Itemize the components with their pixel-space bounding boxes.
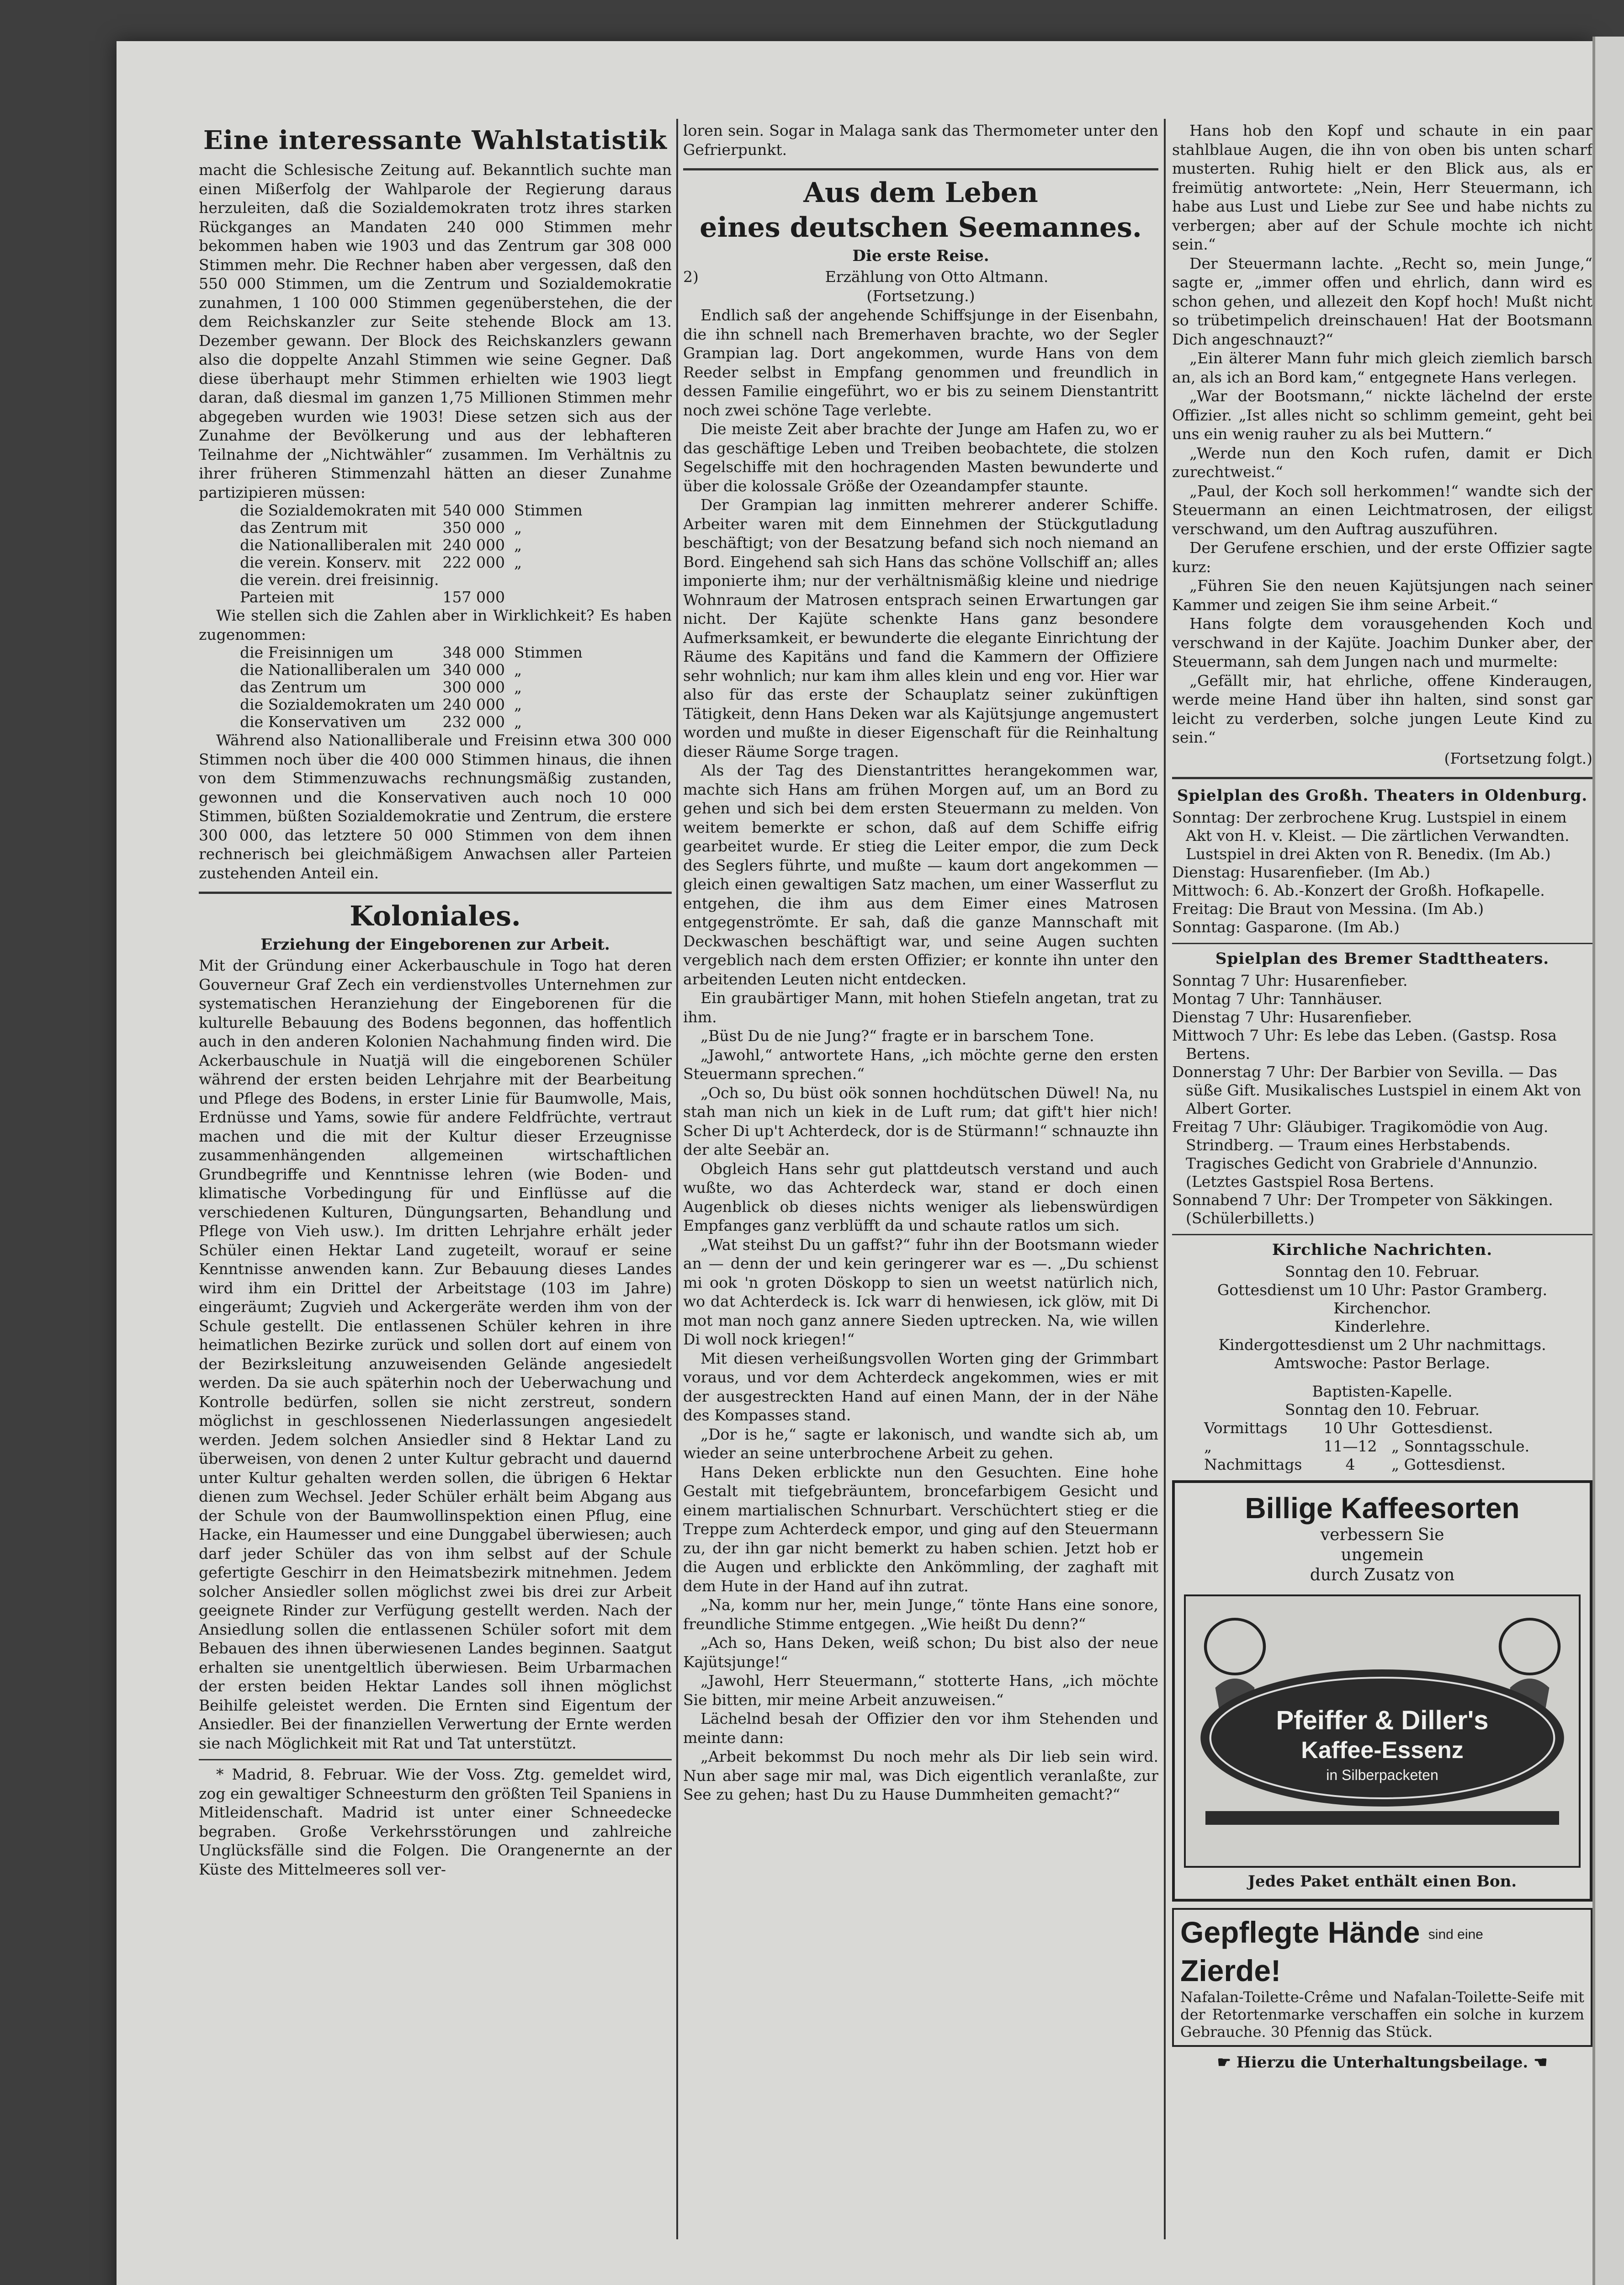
pointing-hand-icon: ☛ bbox=[1217, 2053, 1237, 2072]
ad-title: Billige Kaffeesorten bbox=[1245, 1492, 1520, 1525]
stats-value: 157 000 bbox=[442, 588, 505, 606]
stats-label: das Zentrum mit bbox=[240, 519, 368, 537]
story-paragraph: „Büst Du de nie Jung?“ fragte er in barschem Tone. bbox=[701, 1027, 1094, 1045]
page-edge bbox=[1592, 37, 1624, 2285]
church-news bbox=[1172, 1263, 1592, 1372]
church-line: Kindergottesdienst um 2 Uhr nachmittags. bbox=[1218, 1336, 1546, 1354]
stats-unit bbox=[505, 571, 514, 589]
stats-row bbox=[199, 519, 672, 537]
story-paragraph: Hans hob den Kopf und schaute in ein paar stahlblaue Augen, die ihn von oben bis unten scharf musterten. Ruhig hielt er den Blick aus, als er freimütig antwortete: „Nein, Herr Steuermann, ich habe aus Lust und Liebe zur See und habe nichts zu verbergen; aber auf der Schule mochte ich nicht sein.“ bbox=[1172, 122, 1592, 253]
article-paragraph: Wie stellen sich die Zahlen aber in Wirklichkeit? Es haben zugenommen: bbox=[199, 606, 672, 643]
play-listing: Sonnabend 7 Uhr: Der Trompeter von Säkkingen. (Schülerbilletts.) bbox=[1172, 1191, 1553, 1227]
story-paragraph: „Och so, Du büst oök sonnen hochdütschen Düwel! Na, nu stah man nich un kiek in de Luft rum; dat gift't hier nich! Scher Di up't Achterdeck, dor is de Stürmann!“ schnauzte ihn der alte Seebär an. bbox=[683, 1084, 1158, 1158]
stats-row bbox=[199, 502, 672, 519]
baptist-date: Sonntag den 10. Februar. bbox=[1285, 1401, 1480, 1419]
story-paragraph: „Dor is he,“ sagte er lakonisch, und wandte sich ab, um wieder an seine unterbrochene Arbeit zu gehen. bbox=[683, 1425, 1158, 1462]
ad-body: Nafalan-Toilette-Crême und Nafalan-Toilette-Seife mit der Retortenmarke verschaffen ein solche in kurzem Gebrauche. 30 Pfennig das Stück. bbox=[1180, 1988, 1584, 2041]
stats-value bbox=[441, 571, 505, 589]
story-to-be-continued: (Fortsetzung folgt.) bbox=[1444, 749, 1592, 767]
stats-unit: „ bbox=[514, 713, 522, 731]
church-line: Kinderlehre. bbox=[1334, 1318, 1431, 1335]
story-chapter: Die erste Reise. bbox=[852, 247, 989, 265]
church-news-title: Kirchliche Nachrichten. bbox=[1272, 1241, 1493, 1259]
story-paragraph: „War der Bootsmann,“ nickte lächelnd der erste Offizier. „Ist alles nicht so schlimm gemeint, geht bei uns ein wenig rauher zu als bei Muttern.“ bbox=[1172, 387, 1592, 443]
ad-line: ungemein bbox=[1341, 1546, 1424, 1564]
story-paragraph: „Arbeit bekommst Du noch mehr als Dir lieb sein wird. Nun aber sage mir mal, was Dich eigentlich veranlaßte, zur See zu gehen; hast Du zu Hause Dummheiten gemacht?“ bbox=[683, 1748, 1158, 1803]
church-line: Sonntag den 10. Februar. bbox=[1285, 1263, 1480, 1281]
stats-label: die Konservativen um bbox=[240, 713, 406, 731]
stats-label: die Nationalliberalen um bbox=[240, 661, 430, 679]
section-title-koloniales: Koloniales. bbox=[350, 900, 521, 932]
church-line: Gottesdienst um 10 Uhr: Pastor Gramberg. bbox=[1217, 1281, 1548, 1299]
ad-title-part: Zierde! bbox=[1180, 1953, 1281, 1987]
ad-title bbox=[1180, 1914, 1584, 1988]
stats-unit bbox=[505, 589, 514, 606]
story-paragraph: Die meiste Zeit aber brachte der Junge am Hafen zu, wo er das geschäftige Leben und Treiben beobachtete, die stolzen Segelschiffe mit den hochragenden Masten bewunderte und über die kolossale Größe der Ozeandampfer staunte. bbox=[683, 420, 1158, 495]
section-divider bbox=[683, 168, 1158, 170]
stats-value: 340 000 bbox=[442, 661, 505, 679]
stats-value: 240 000 bbox=[442, 696, 505, 713]
section-divider bbox=[199, 892, 672, 894]
column-1 bbox=[199, 121, 672, 2237]
play-listing: Mittwoch 7 Uhr: Es lebe das Leben. (Gastsp. Rosa Bertens. bbox=[1172, 1026, 1557, 1063]
story-paragraph: „Ein älterer Mann fuhr mich gleich ziemlich barsch an, als ich an Bord kam,“ entgegnete Hans verlegen. bbox=[1172, 349, 1592, 386]
story-paragraph: „Jawohl, Herr Steuermann,“ stotterte Hans, „ich möchte Sie bitten, mir meine Arbeit anzuweisen.“ bbox=[683, 1672, 1158, 1709]
stats-label: Parteien mit bbox=[240, 588, 334, 606]
church-line: Kirchenchor. bbox=[1333, 1299, 1431, 1317]
story-paragraph: Der Grampian lag inmitten mehrerer anderer Schiffe. Arbeiter waren mit dem Einnehmen der Stückgutladung beschäftigt; von der Besatzung befand sich noch niemand an Bord. Eingehend sah sich Hans das schöne Vollschiff an; alles imponierte ihm; nur der verhältnismäßig kleine und niedrige Wohnraum der Matrosen entsprach seinen Erwartungen gar nicht. Der Kajüte schenkte Hans ganz besondere Aufmerksamkeit, er bewunderte die elegante Einrichtung der Räume des Kapitäns und fand die Kammern der Offiziere sehr wohnlich; nur kam ihm alles klein und eng vor. Hier war also für das erste der Schauplatz seiner zukünftigen Tätigkeit, denn Hans Deken war als Kajütsjunge angemustert worden und mußte in dieser Eigenschaft für die Reinhaltung dieser Räume Sorge tragen. bbox=[683, 496, 1158, 760]
supplement-note bbox=[1172, 2053, 1592, 2072]
play-listing: Freitag 7 Uhr: Gläubiger. Tragikomödie von Aug. Strindberg. — Traum eines Herbstabends. Tragisches Gedicht von Grabriele d'Annunzio. (Letztes Gastspiel Rosa Bertens. bbox=[1172, 1118, 1549, 1190]
story-paragraph: Der Gerufene erschien, und der erste Offizier sagte kurz: bbox=[1172, 539, 1592, 576]
stats-value: 348 000 bbox=[442, 643, 505, 661]
stats-row bbox=[199, 537, 672, 554]
baptist-time: 4 bbox=[1345, 1456, 1355, 1473]
baptist-event: „ Sonntagsschule. bbox=[1391, 1437, 1530, 1455]
bremen-theater-title: Spielplan des Bremer Stadttheaters. bbox=[1215, 950, 1550, 968]
section-divider bbox=[199, 1759, 672, 1760]
stats-value: 240 000 bbox=[442, 536, 505, 554]
story-title-line1: Aus dem Leben bbox=[803, 177, 1038, 209]
section-divider bbox=[1172, 777, 1592, 779]
stats-value: 300 000 bbox=[442, 678, 505, 696]
baptist-chapel-title: Baptisten-Kapelle. bbox=[1312, 1382, 1453, 1400]
pointing-hand-icon: ☚ bbox=[1534, 2053, 1548, 2072]
story-paragraph: Hans folgte dem vorausgehenden Koch und verschwand in der Kajüte. Joachim Dunker aber, der Steuermann, sah dem Jungen nach und murmelte: bbox=[1172, 615, 1592, 670]
story-paragraph: „Na, komm nur her, mein Junge,“ tönte Hans eine sonore, freundliche Stimme entgegen. „Wie heißt Du denn?“ bbox=[683, 1596, 1158, 1633]
play-listing: Sonntag: Der zerbrochene Krug. Lustspiel in einem Akt von H. v. Kleist. — Die zärtlichen Verwandten. Lustspiel in drei Akten von R. Benedix. (Im Ab.) bbox=[1172, 808, 1570, 863]
stats-unit: Stimmen bbox=[514, 501, 583, 519]
baptist-event: „ Gottesdienst. bbox=[1391, 1456, 1506, 1473]
stats-label: die Sozialdemokraten um bbox=[240, 696, 435, 713]
column-rule bbox=[1164, 119, 1166, 2239]
ad-title-part: Gepflegte Hände bbox=[1180, 1915, 1420, 1949]
column-3 bbox=[1172, 121, 1592, 2237]
ad-kaffee bbox=[1172, 1480, 1592, 1902]
stats-label: das Zentrum um bbox=[240, 678, 366, 696]
stats-row bbox=[199, 696, 672, 713]
baptist-row bbox=[1172, 1419, 1592, 1437]
play-listing: Dienstag 7 Uhr: Husarenfieber. bbox=[1172, 1008, 1412, 1026]
story-paragraph: „Wat steihst Du un gaffst?“ fuhr ihn der Bootsmann wieder an — denn der und kein geringerer war es —. „Du schienst mi ook 'n groten Döskopp to sien un weetst natürlich nich, wo dat Achterdeck is. Ick warr di henwiesen, ick glöw, mit Di mot man noch ganz annere Sieden uptrecken. Na, wie willen Di woll nock kriegen!“ bbox=[683, 1235, 1158, 1348]
stats-unit: „ bbox=[514, 661, 522, 679]
story-paragraph: „Führen Sie den neuen Kajütsjungen nach seiner Kammer und zeigen Sie ihm seine Arbeit.“ bbox=[1172, 577, 1592, 614]
baptist-event: Gottesdienst. bbox=[1391, 1419, 1493, 1437]
story-paragraph: Endlich saß der angehende Schiffsjunge in der Eisenbahn, die ihn schnell nach Bremerhaven brachte, wo der Segler Grampian lag. Dort angekommen, wurde Hans von dem Reeder selbst in Empfang genommen und freundlich in dessen Familie eingeführt, wo er bis zu seinem Dienstantritt noch zwei schöne Tage verlebte. bbox=[683, 306, 1158, 419]
stats-table-expected bbox=[199, 502, 672, 606]
play-listing: Freitag: Die Braut von Messina. (Im Ab.) bbox=[1172, 900, 1484, 918]
stats-row bbox=[199, 679, 672, 696]
news-madrid: * Madrid, 8. Februar. Wie der Voss. Ztg. gemeldet wird, zog ein gewaltiger Schneesturm den größten Teil Spaniens in Mitleidenschaft. Madrid ist unter einer Schneedecke begraben. Große Verkehrsstörungen und zahlreiche Unglücksfälle sind die Folgen. Die Orangenernte an der Küste des Mittelmeeres soll ver- bbox=[199, 1765, 672, 1878]
stats-row bbox=[199, 644, 672, 661]
bremen-playbill bbox=[1172, 972, 1592, 1228]
stats-unit: „ bbox=[514, 678, 522, 696]
story-paragraph: Als der Tag des Dienstantrittes herangekommen war, machte sich Hans am frühen Morgen auf, um an Bord zu gehen und sich bei dem ersten Steuermann zu melden. Von weitem bemerkte er schon, daß auf dem Schiffe eifrig gearbeitet wurde. Er stieg die Leiter empor, die zum Deck des Seglers führte, und mußte — kaum dort angekommen — gleich einen gewaltigen Satz machen, um einer Wasserflut zu entgehen, die ihm aus dem Eimer eines Matrosen entgegenströmte. Er sah, daß die ganze Mannschaft mit Deckwaschen beschäftigt war, und seine Augen suchten vergeblich nach dem ersten Offizier; er konnte ihn unter den arbeitenden Leuten nicht entdecken. bbox=[683, 761, 1158, 988]
stats-label: die Freisinnigen um bbox=[240, 643, 393, 661]
play-listing: Mittwoch: 6. Ab.-Konzert der Großh. Hofkapelle. bbox=[1172, 882, 1545, 899]
supplement-note-text: Hierzu die Unterhaltungsbeilage. bbox=[1236, 2053, 1528, 2072]
baptist-label: Nachmittags bbox=[1204, 1456, 1302, 1473]
story-title-line2: eines deutschen Seemannes. bbox=[700, 212, 1142, 244]
ad-product-name: Kaffee-Essenz bbox=[1301, 1737, 1464, 1764]
section-divider bbox=[1172, 943, 1592, 944]
column-rule bbox=[676, 119, 678, 2239]
column-2 bbox=[683, 121, 1158, 2237]
ad-footer: Jedes Paket enthält einen Bon. bbox=[1247, 1872, 1517, 1891]
story-paragraph: „Ach so, Hans Deken, weiß schon; Du bist also der neue Kajütsjunge!“ bbox=[683, 1634, 1158, 1671]
stats-unit: „ bbox=[514, 519, 522, 537]
story-byline bbox=[683, 267, 1158, 287]
stats-row bbox=[199, 589, 672, 606]
ad-line: durch Zusatz von bbox=[1310, 1566, 1455, 1584]
play-listing: Sonntag: Gasparone. (Im Ab.) bbox=[1172, 918, 1400, 936]
article-title-wahlstatistik: Eine interessante Wahlstatistik bbox=[203, 125, 668, 155]
story-paragraph: Obgleich Hans sehr gut plattdeutsch verstand und auch wußte, wo das Achterdeck war, stand er doch einen Augenblick ob dieses nichts weniger als liebenswürdigen Empfanges ganz verblüfft da und schaute ratlos um sich. bbox=[683, 1159, 1158, 1234]
section-divider bbox=[1172, 1234, 1592, 1235]
story-paragraph: Mit diesen verheißungsvollen Worten ging der Grimmbart voraus, und vor dem Achterdeck angekommen, wies er mit der ausgestreckten Hand auf einen Mann, der in der Nähe des Kompasses stand. bbox=[683, 1349, 1158, 1424]
story-paragraph: „Paul, der Koch soll herkommen!“ wandte sich der Steuermann an einen Leichtmatrosen, der eiligst verschwand, um den Auftrag auszuführen. bbox=[1172, 482, 1592, 538]
play-listing: Montag 7 Uhr: Tannhäuser. bbox=[1172, 990, 1383, 1008]
ad-nafalan bbox=[1172, 1908, 1592, 2047]
stats-value: 232 000 bbox=[442, 713, 505, 731]
play-listing: Donnerstag 7 Uhr: Der Barbier von Sevilla. — Das süße Gift. Musikalisches Lustspiel in einem Akt von Albert Gorter. bbox=[1172, 1063, 1582, 1117]
stats-row bbox=[199, 661, 672, 679]
story-paragraph: „Werde nun den Koch rufen, damit er Dich zurechtweist.“ bbox=[1172, 444, 1592, 481]
baptist-schedule bbox=[1172, 1419, 1592, 1474]
baptist-label: „ bbox=[1204, 1437, 1212, 1455]
ad-title-small: sind eine bbox=[1428, 1927, 1483, 1942]
baptist-time: 11—12 bbox=[1323, 1437, 1377, 1455]
story-paragraph: „Gefällt mir, hat ehrliche, offene Kinderaugen, werde meine Hand über ihn halten, sind sonst gar leicht zu verderben, solche jungen Leute Kind zu sein.“ bbox=[1172, 671, 1592, 746]
story-paragraph: Lächelnd besah der Offizier den vor ihm Stehenden und meinte dann: bbox=[683, 1710, 1158, 1747]
article-paragraph: Während also Nationalliberale und Freisinn etwa 300 000 Stimmen noch über die 400 000 Stimmen hinaus, die ihnen von dem Stimmenzuwachs rechnungsmäßig zustanden, gewonnen und die Konservativen auch noch 10 000 Stimmen, büßten Sozialdemokratie und Zentrum, die erstere 300 000, das letztere 50 000 Stimmen von dem ihnen rechnerisch bei gleichmäßigem Anwachsen aller Parteien zustehenden Anteil ein. bbox=[199, 731, 672, 882]
stats-unit: Stimmen bbox=[514, 643, 583, 661]
stats-unit: „ bbox=[514, 553, 522, 571]
stats-row bbox=[199, 713, 672, 731]
article-paragraph: macht die Schlesische Zeitung auf. Bekanntlich suchte man einen Mißerfolg der Wahlparole der Regierung daraus herzuleiten, daß die Sozialdemokraten trotz ihres starken Rückganges an Mandaten 240 000 Stimmen mehr bekommen haben wie 1903 und das Zentrum gar 308 000 Stimmen mehr. Die Rechner haben aber vergessen, daß den 550 000 Stimmen, um die Zentrum und Sozialdemokratie zunahmen, 1 100 000 Stimmen gegenüberstehen, die der dem Reichskanzler zur Seite stehende Block am 13. Dezember gewann. Der Block des Reichskanzlers gewann also die doppelte Anzahl Stimmen wie seine Gegner. Daß diese überhaupt mehr Stimmen erhielten wie 1903 liegt daran, daß diesmal im ganzen 1,75 Millionen Stimmen mehr abgegeben wurden wie 1903! Diese setzen sich aus der Zunahme der Bevölkerung und aus der lebhafteren Teilnahme der „Nichtwähler“ zusammen. Im Verhältnis zu ihrer früheren Stimmenzahl hätten an dieser Zunahme partizipieren müssen: bbox=[199, 161, 672, 501]
stats-value: 540 000 bbox=[442, 501, 505, 519]
baptist-label: Vormittags bbox=[1204, 1419, 1288, 1437]
ad-brand-name: Pfeiffer & Diller's bbox=[1276, 1706, 1489, 1735]
ad-brand-illustration bbox=[1184, 1594, 1581, 1868]
story-continuation-label: (Fortsetzung.) bbox=[866, 287, 975, 305]
stats-value: 222 000 bbox=[442, 553, 505, 571]
article-paragraph: Mit der Gründung einer Ackerbauschule in Togo hat deren Gouverneur Graf Zech ein verdienstvolles Unternehmen zur systematischen Heranziehung der Eingeborenen für die kulturelle Bebauung des Bodens begonnen, das hoffentlich auch in den anderen Kolonien Nachahmung finden wird. Die Ackerbauschule in Nuatjä will die eingeborenen Schüler während der ersten beiden Lehrjahre mit der Bearbeitung und Pflege des Bodens, in erster Linie für Baumwolle, Mais, Erdnüsse und Yams, sowie für andere Feldfrüchte, vertraut machen und die mit der Kultur dieser Erzeugnisse zusammenhängenden allgemeinen wirtschaftlichen Grundbegriffe und Kenntnisse lehren (wie Boden- und klimatische Vorbedingung für und Einflüsse auf die verschiedenen Kulturen, Düngungsarten, Behandlung und Pflege von Vieh usw.). Im dritten Lehrjahre erhält jeder Schüler einen Hektar Land zugeteilt, worauf er seine Kenntnisse anwenden kann. Zur Bebauung dieses Landes wird ihm ein Drittel der Arbeitstage (103 im Jahre) eingeräumt; Zugvieh und Ackergeräte werden ihm von der Schule gestellt. Die entlassenen Schüler kehren in ihre heimatlichen Bezirke zurück und sollen dort auf einem von der Bezirksleitung anzuweisenden Gelände angesiedelt werden. Da sie auch späterhin noch der Ueberwachung und Kontrolle bedürfen, sollen sie nicht zerstreut, sondern möglichst in geschlossenen Niederlassungen angesiedelt werden. Jedem solchen Ansiedler sind 8 Hektar Land zu überweisen, von denen 2 unter Kultur gebracht und dauernd unter Kultur gehalten werden sollen, die übrigen 6 Hektar dienen zum Wechsel. Jeder Schüler erhält beim Abgang aus der Schule von der Baumwollinspektion einen Pflug, eine Hacke, ein Haumesser und eine Dunggabel überwiesen; auch darf jeder Schüler das von ihm selbst auf der Schule gefertigte Geschirr in den Heimatsbezirk mitnehmen. Jedem solcher Ansiedler sollen möglichst zwei bis drei zur Arbeit geeignete Rinder zur Verfügung gestellt werden. Nach der Ansiedlung sollen die entlassenen Schüler sofort mit dem Bebauen des ihnen überwiesenen Landes beginnen. Saatgut erhalten sie unentgeltlich überwiesen. Beim Urbarmachen der ersten beiden Hektar Landes soll ihnen möglichst Beihilfe geleistet werden. Die Ernten sind Eigentum der Ansiedler. Bei der finanziellen Verwertung der Ernte werden sie nach Möglichkeit mit Rat und Tat unterstützt. bbox=[199, 957, 672, 1752]
story-author: Erzählung von Otto Altmann. bbox=[825, 268, 1049, 286]
story-number: 2) bbox=[683, 268, 699, 286]
story-body bbox=[683, 306, 1158, 1804]
baptist-row bbox=[1172, 1437, 1592, 1456]
stats-value: 350 000 bbox=[442, 519, 505, 537]
baptist-row bbox=[1172, 1456, 1592, 1474]
newspaper-page bbox=[117, 41, 1592, 2285]
stats-row bbox=[199, 554, 672, 571]
church-line: Amtswoche: Pastor Berlage. bbox=[1274, 1354, 1490, 1372]
play-listing: Sonntag 7 Uhr: Husarenfieber. bbox=[1172, 972, 1408, 989]
stats-label: die Sozialdemokraten mit bbox=[240, 501, 436, 519]
story-paragraph: Der Steuermann lachte. „Recht so, mein Junge,“ sagte er, „immer offen und ehrlich, dann wird es schon gehen, und allezeit den Kopf hoch! Mußt nicht so trübetimpelich dreinschauen! Hat der Bootsmann Dich angeschnauzt?“ bbox=[1172, 254, 1592, 348]
play-listing: Dienstag: Husarenfieber. (Im Ab.) bbox=[1172, 863, 1430, 881]
stats-label: die verein. Konserv. mit bbox=[240, 553, 421, 571]
news-madrid-continued: loren sein. Sogar in Malaga sank das Thermometer unter den Gefrierpunkt. bbox=[683, 122, 1158, 159]
ad-packaging: in Silberpacketen bbox=[1326, 1767, 1438, 1783]
oldenburg-playbill bbox=[1172, 808, 1592, 936]
story-paragraph: „Jawohl,“ antwortete Hans, „ich möchte gerne den ersten Steuermann sprechen.“ bbox=[683, 1046, 1158, 1083]
oldenburg-theater-title: Spielplan des Großh. Theaters in Oldenburg. bbox=[1177, 786, 1588, 805]
stats-unit: „ bbox=[514, 696, 522, 713]
stats-label: die verein. drei freisinnig. bbox=[240, 571, 439, 589]
article-subtitle: Erziehung der Eingeborenen zur Arbeit. bbox=[260, 935, 610, 954]
story-paragraph: Ein graubärtiger Mann, mit hohen Stiefeln angetan, trat zu ihm. bbox=[683, 989, 1158, 1026]
story-body-continued bbox=[1172, 121, 1592, 747]
ad-line: verbessern Sie bbox=[1320, 1525, 1444, 1544]
stats-row bbox=[199, 571, 672, 589]
stats-unit: „ bbox=[514, 536, 522, 554]
story-paragraph: Hans Deken erblickte nun den Gesuchten. Eine hohe Gestalt mit tiefgebräuntem, broncefarbigem Gesicht und einem martialischen Schnurbart. Verschüchtert stieg er die Treppe zum Achterdeck empor, und ging auf den Steuermann zu, der ihn gar nicht bemerkt zu haben schien. Jetzt hob er die Augen und erblickte den Ankömmling, der zaghaft mit dem Hute in der Hand auf ihn zutrat. bbox=[683, 1463, 1158, 1595]
stats-table-actual bbox=[199, 644, 672, 731]
stats-label: die Nationalliberalen mit bbox=[240, 536, 432, 554]
baptist-time: 10 Uhr bbox=[1323, 1419, 1377, 1437]
